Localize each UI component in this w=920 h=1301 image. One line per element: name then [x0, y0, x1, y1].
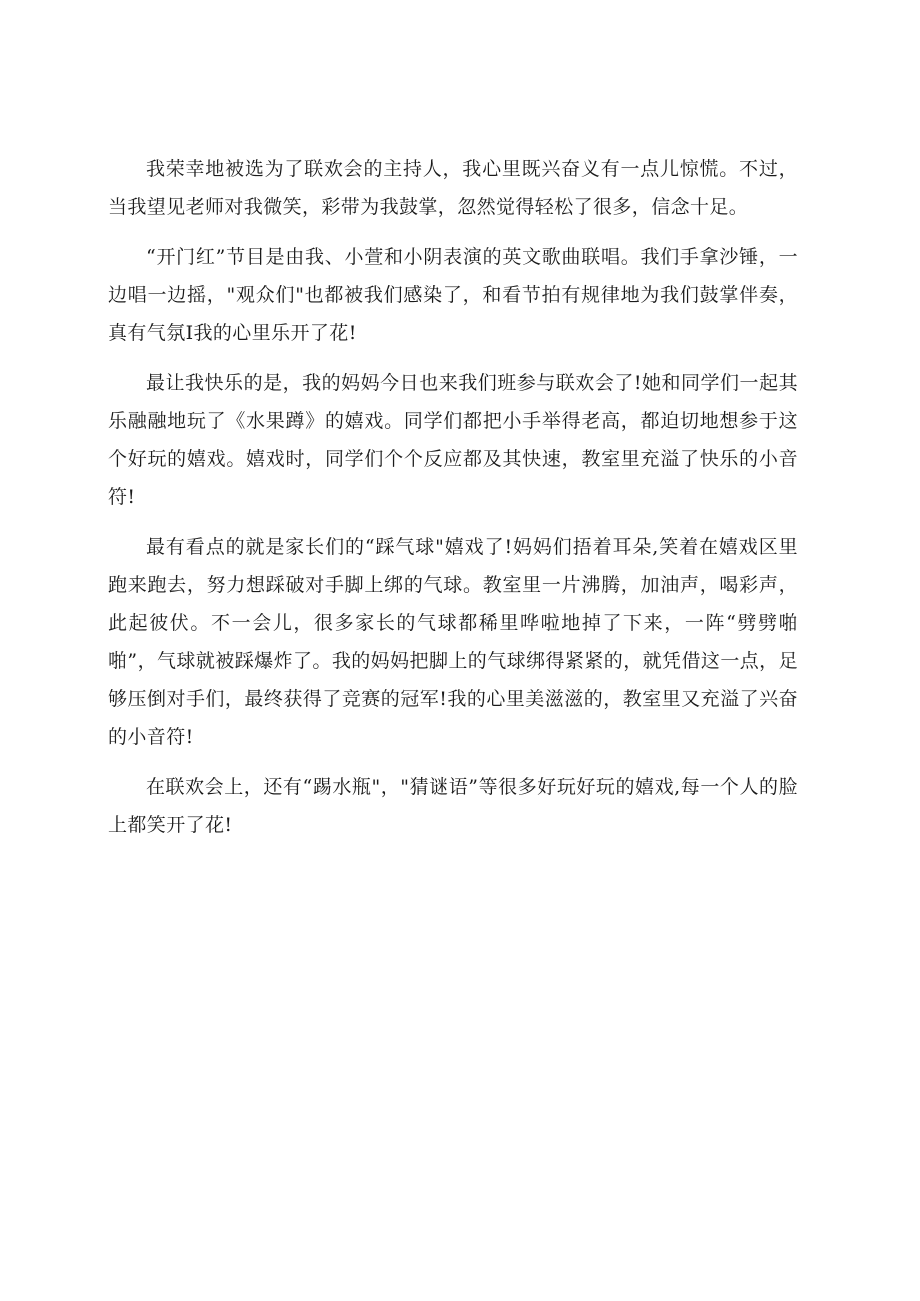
paragraph-balloon-game: 最有看点的就是家长们的“踩气球"嬉戏了!妈妈们捂着耳朵,笑着在嬉戏区里跑来跑去，努力想踩破对手脚上绑的气球。教室里一片沸腾，加油声，喝彩声，此起彼伏。不一会儿，很多家长的气球都稀里哗啦地掉了下来，一阵“劈劈啪啪”，气球就被踩爆炸了。我的妈妈把脚上的气球绑得紧紧的，就凭借这一点，足够压倒对手们，最终获得了竞赛的冠军!我的心里美滋滋的，教室里又充溢了兴奋的小音符!	[108, 536, 798, 748]
paragraph-host-intro: 我荣幸地被选为了联欢会的主持人，我心里既兴奋义有一点儿惊慌。不过，当我望见老师对我微笑，彩带为我鼓掌，忽然觉得轻松了很多，信念十足。	[108, 158, 798, 218]
paragraph-conclusion: 在联欢会上，还有“踢水瓶"，"猜谜语”等很多好玩好玩的嬉戏,每一个人的脸上都笑开了花!	[108, 776, 798, 836]
paragraph-song-performance: “开门红”节目是由我、小萱和小阴表演的英文歌曲联唱。我们手拿沙锤，一边唱一边摇，"观众们"也都被我们感染了，和看节拍有规律地为我们鼓掌伴奏，真有气氛I我的心里乐开了花!	[108, 246, 798, 344]
paragraph-fruit-squat-game: 最让我快乐的是，我的妈妈今日也来我们班参与联欢会了!她和同学们一起其乐融融地玩了《水果蹲》的嬉戏。同学们都把小手举得老高，都迫切地想参于这个好玩的嬉戏。嬉戏时，同学们个个反应都及其快速，教室里充溢了快乐的小音符!	[108, 372, 798, 508]
essay-body	[108, 150, 798, 856]
